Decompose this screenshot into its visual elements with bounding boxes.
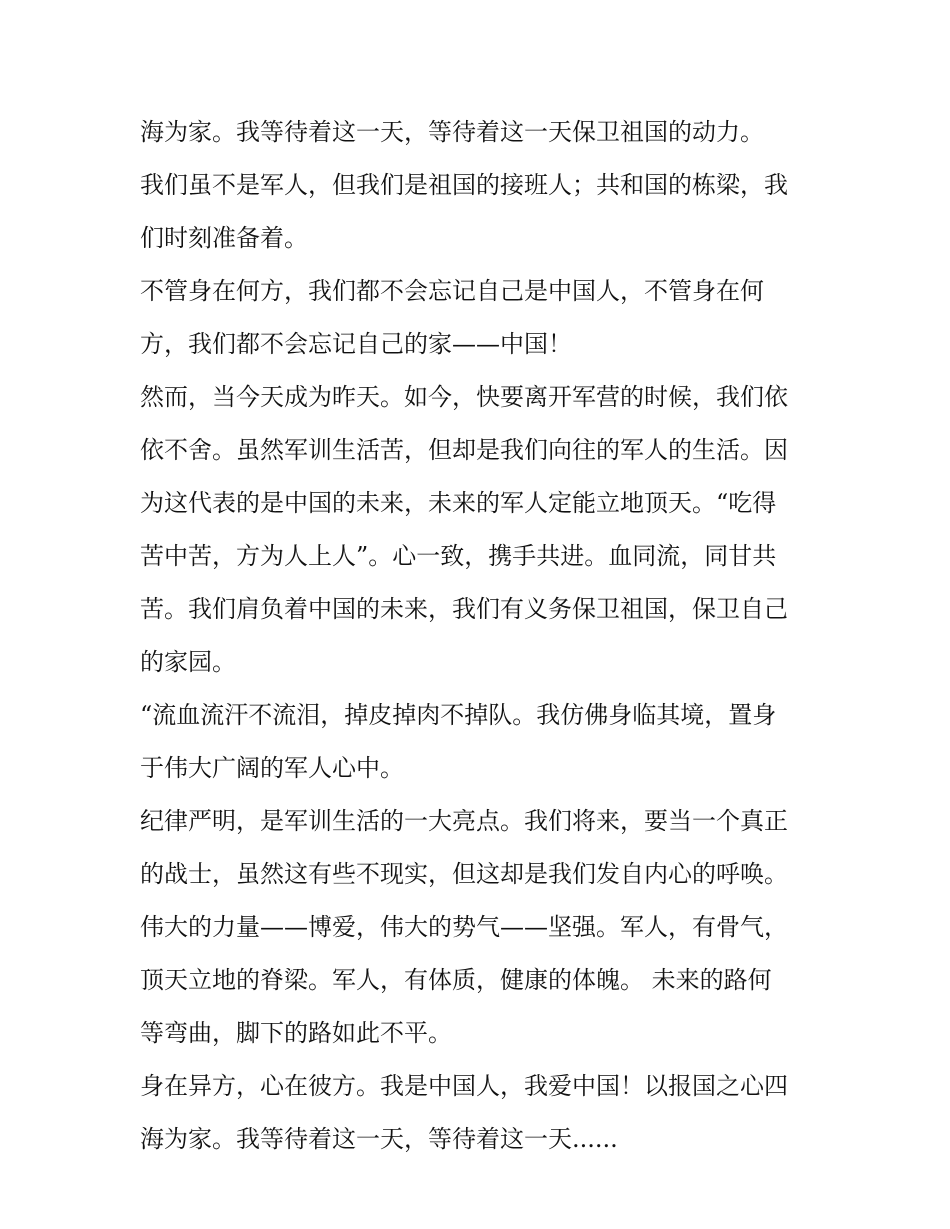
text-line: 的家园。 bbox=[140, 648, 236, 676]
text-line: 纪律严明，是军训生活的一大亮点。我们将来，要当一个真正 bbox=[140, 807, 788, 835]
text-line: 方，我们都不会忘记自己的家——中国！ bbox=[140, 330, 572, 358]
document-body bbox=[140, 106, 820, 1166]
text-line: 依不舍。虽然军训生活苦，但却是我们向往的军人的生活。因 bbox=[140, 436, 788, 464]
text-line: 顶天立地的脊梁。军人，有体质，健康的体魄。 未来的路何 bbox=[140, 966, 772, 994]
text-line: 于伟大广阔的军人心中。 bbox=[140, 754, 404, 782]
text-line: 等弯曲，脚下的路如此不平。 bbox=[140, 1019, 452, 1047]
text-line: 然而，当今天成为昨天。如今，快要离开军营的时候，我们依 bbox=[140, 383, 788, 411]
text-line: 为这代表的是中国的未来，未来的军人定能立地顶天。“吃得 bbox=[140, 489, 777, 517]
text-line: “流血流汗不流泪，掉皮掉肉不掉队。我仿佛身临其境，置身 bbox=[140, 701, 777, 729]
text-line: 的战士，虽然这有些不现实，但这却是我们发自内心的呼唤。 bbox=[140, 860, 788, 888]
text-line: 海为家。我等待着这一天，等待着这一天保卫祖国的动力。 bbox=[140, 118, 764, 146]
text-line: 我们虽不是军人，但我们是祖国的接班人；共和国的栋梁，我 bbox=[140, 171, 788, 199]
text-line: 身在异方，心在彼方。我是中国人，我爱中国！以报国之心四 bbox=[140, 1072, 788, 1100]
text-line: 苦中苦，方为人上人”。心一致，携手共进。血同流，同甘共 bbox=[140, 542, 777, 570]
text-line: 们时刻准备着。 bbox=[140, 224, 308, 252]
text-line: 苦。我们肩负着中国的未来，我们有义务保卫祖国，保卫自己 bbox=[140, 595, 788, 623]
text-line: 不管身在何方，我们都不会忘记自己是中国人，不管身在何 bbox=[140, 277, 764, 305]
text-line: 海为家。我等待着这一天，等待着这一天...... bbox=[140, 1125, 618, 1153]
text-line: 伟大的力量——博爱，伟大的势气——坚强。军人，有骨气， bbox=[140, 913, 788, 941]
